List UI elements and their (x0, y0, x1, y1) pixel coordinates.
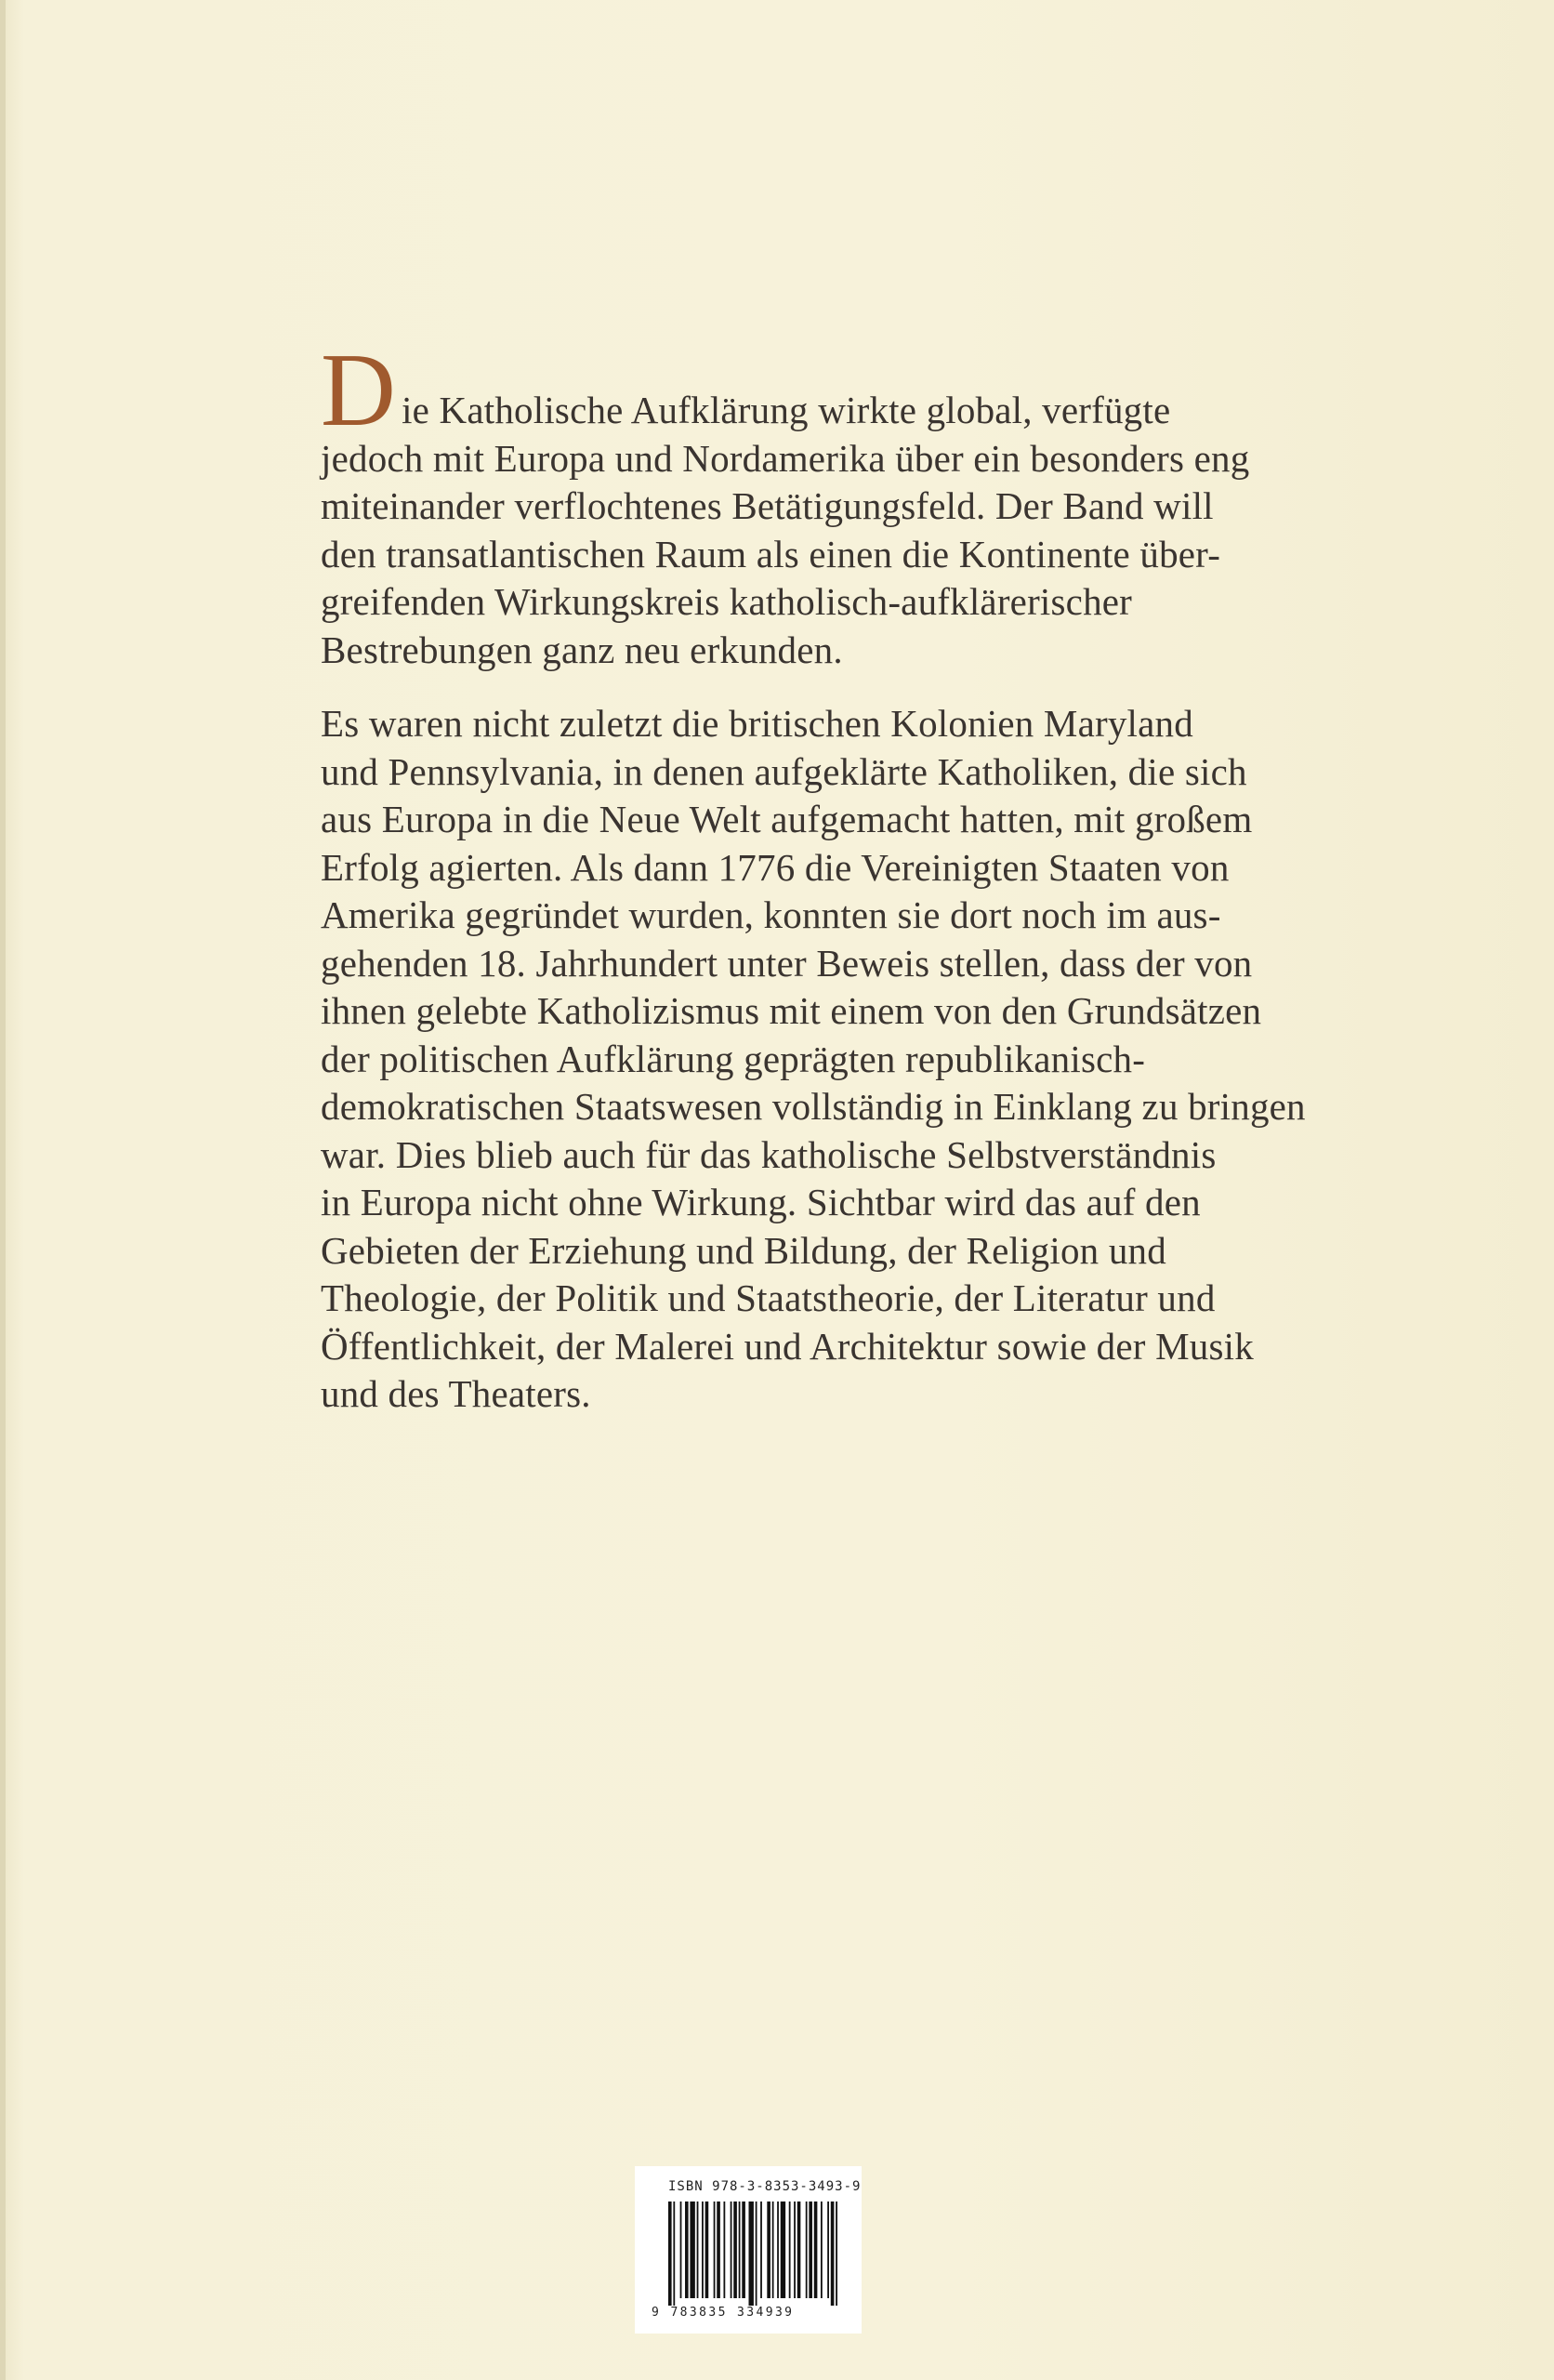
isbn-label: ISBN 978-3-8353-3493-9 (668, 2179, 862, 2194)
text-line: Bestrebungen ganz neu erkunden. (321, 628, 843, 671)
barcode-bar (821, 2202, 823, 2298)
text-line: demokratischen Staatswesen vollständig in Einklang zu bringen (321, 1085, 1306, 1128)
barcode-bar (668, 2202, 672, 2306)
barcode-bar (806, 2202, 808, 2298)
barcode-bar (797, 2202, 801, 2298)
barcode-bar (827, 2202, 829, 2298)
barcode-bar (733, 2202, 737, 2298)
text-line: gehenden 18. Jahrhundert unter Beweis stellen, dass der von (321, 941, 1253, 985)
text-line: in Europa nicht ohne Wirkung. Sichtbar wird das auf den (321, 1181, 1201, 1223)
text-line: war. Dies blieb auch für das katholische Selbstverständnis (321, 1132, 1217, 1176)
text-line: miteinander verflochtenes Betätigungsfeld. Der Band will (321, 484, 1214, 527)
first-line-rest: ie Katholische Aufklärung wirkte global, verfügte (402, 389, 1171, 431)
barcode-bar (742, 2202, 745, 2298)
barcode-bar (714, 2202, 716, 2298)
barcode-bar (789, 2202, 791, 2298)
spine-edge (0, 0, 6, 2380)
barcode-bar (685, 2202, 689, 2298)
barcode-bar (717, 2202, 720, 2298)
text-line: greifenden Wirkungskreis katholisch-aufklärerischer (321, 580, 1133, 623)
barcode-bar (772, 2202, 774, 2298)
text-line: Gebieten der Erziehung und Bildung, der Religion und (321, 1228, 1166, 1272)
barcode-bar (831, 2202, 835, 2306)
barcode-bar (673, 2202, 675, 2306)
barcode-bar (760, 2202, 762, 2298)
text-line: Theologie, der Politik und Staatstheorie, der Literatur und (321, 1276, 1216, 1319)
first-line (321, 333, 1287, 448)
text-line: Öffentlichkeit, der Malerei und Architektur sowie der Musik (321, 1324, 1254, 1368)
text-line: Es waren nicht zuletzt die britischen Kolonien Maryland (321, 702, 1193, 745)
barcode-bar (836, 2202, 837, 2306)
text-line: Amerika gegründet wurden, konnten sie dort noch im aus- (321, 893, 1221, 936)
isbn-barcode (635, 2166, 862, 2334)
barcode-bar (794, 2202, 796, 2298)
barcode-bar (756, 2202, 757, 2306)
barcode-bar (723, 2202, 725, 2298)
barcode-bar (702, 2202, 704, 2298)
barcode-bar (767, 2202, 770, 2298)
barcode-bar (731, 2202, 732, 2298)
barcode-bars (668, 2202, 837, 2306)
barcode-bar (680, 2202, 682, 2298)
text-line: und Pennsylvania, in denen aufgeklärte Katholiken, die sich (321, 749, 1247, 793)
blurb-paragraph-1 (321, 333, 1287, 674)
text-line: den transatlantischen Raum als einen die Kontinente über- (321, 532, 1221, 575)
barcode-bar (705, 2202, 709, 2298)
barcode-bar (739, 2202, 741, 2298)
text-line: aus Europa in die Neue Welt aufgemacht hatten, mit großem (321, 798, 1253, 840)
text-line: der politischen Aufklärung geprägten republikanisch- (321, 1037, 1146, 1080)
text-line: ihnen gelebte Katholizismus mit einem von den Grundsätzen (321, 989, 1262, 1032)
barcode-bar (749, 2202, 754, 2306)
barcode-bar (697, 2202, 699, 2298)
barcode-digits: 9 783835 334939 (652, 2306, 795, 2320)
blurb-paragraph-2 (321, 700, 1306, 1419)
dropcap: D (321, 333, 397, 448)
text-line: Erfolg agierten. Als dann 1776 die Vereinigten Staaten von (321, 845, 1230, 889)
barcode-bar (809, 2202, 812, 2298)
blurb-text (321, 333, 1306, 1445)
barcode-bar (781, 2202, 785, 2298)
barcode-bar (690, 2202, 694, 2298)
text-line: und des Theaters. (321, 1372, 591, 1415)
barcode-bar (777, 2202, 779, 2298)
text-line: jedoch mit Europa und Nordamerika über ein besonders eng (321, 436, 1250, 480)
barcode-bar (814, 2202, 818, 2298)
